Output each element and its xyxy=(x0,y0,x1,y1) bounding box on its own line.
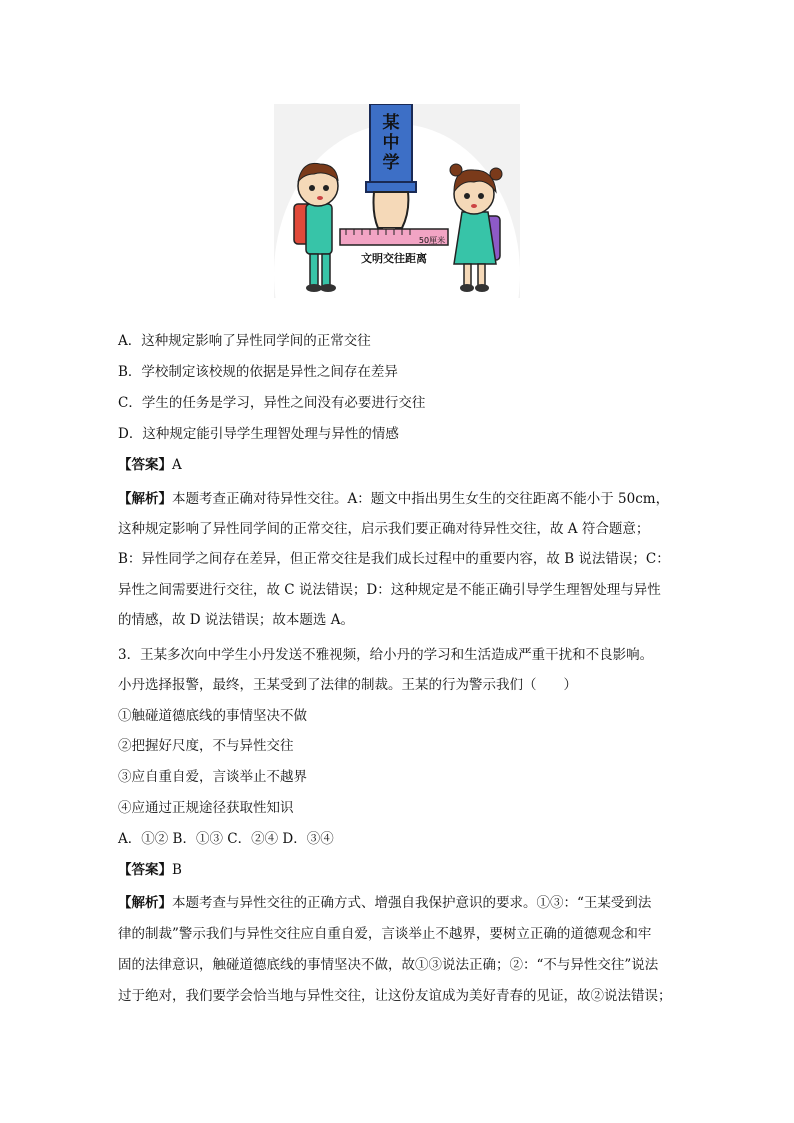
option-a: A．这种规定影响了异性同学间的正常交往 xyxy=(118,333,371,349)
banner-char-1: 某 xyxy=(382,113,400,133)
answer-value: A xyxy=(172,457,182,473)
analysis-q2-line-5: 的情感，故 D 说法错误；故本题选 A。 xyxy=(118,612,354,628)
q3-stem-line-1: 3．王某多次向中学生小丹发送不雅视频，给小丹的学习和生活造成严重干扰和不良影响。 xyxy=(118,647,654,663)
q3-statement-4: ④应通过正规途径获取性知识 xyxy=(118,800,294,816)
answer-label: 【答案】 xyxy=(118,862,172,878)
analysis-q3-line-2: 律的制裁”警示我们与异性交往应自重自爱，言谈举止不越界，要树立正确的道德观念和牢 xyxy=(118,926,652,942)
analysis-label: 【解析】 xyxy=(118,491,172,507)
banner-char-2: 中 xyxy=(382,133,400,153)
option-c: C．学生的任务是学习，异性之间没有必要进行交往 xyxy=(118,395,426,411)
analysis-q2-line-1: 【解析】本题考查正确对待异性交往。A：题文中指出男生女生的交往距离不能小于 50cm， xyxy=(118,491,670,507)
option-b: B．学校制定该校规的依据是异性之间存在差异 xyxy=(118,364,398,380)
analysis-q2-line-4: 异性之间需要进行交往，故 C 说法错误；D：这种规定是不能正确引导学生理智处理与异性 xyxy=(118,582,661,598)
analysis-q3-line-3: 固的法律意识，触碰道德底线的事情坚决不做，故①③说法正确；②：“不与异性交往”说法 xyxy=(118,957,659,973)
answer-value: B xyxy=(172,862,182,878)
q3-statement-1: ①触碰道德底线的事情坚决不做 xyxy=(118,708,307,724)
analysis-q3-line-4: 过于绝对，我们要学会恰当地与异性交往，让这份友谊成为美好青春的见证，故②说法错误； xyxy=(118,988,672,1004)
q3-stem-line-2: 小丹选择报警，最终，王某受到了法律的制裁。王某的行为警示我们（ ） xyxy=(118,677,577,693)
cartoon-illustration xyxy=(274,104,520,298)
analysis-q2-line-2: 这种规定影响了异性同学间的正常交往，启示我们要正确对待异性交往，故 A 符合题意； xyxy=(118,521,650,537)
q3-statement-3: ③应自重自爱，言谈举止不越界 xyxy=(118,769,307,785)
analysis-q3-line-1: 【解析】本题考查与异性交往的正确方式、增强自我保护意识的要求。①③：“王某受到法 xyxy=(118,895,652,911)
answer-q2 xyxy=(118,455,182,475)
q3-statement-2: ②把握好尺度，不与异性交往 xyxy=(118,738,294,754)
banner-char-3: 学 xyxy=(382,153,400,173)
q3-choices: A．①② B．①③ C．②④ D．③④ xyxy=(118,831,334,847)
analysis-q2-line-3: B：异性同学之间存在差异，但正常交往是我们成长过程中的重要内容，故 B 说法错误；C： xyxy=(118,551,670,567)
ruler-label: 50厘米 xyxy=(418,236,446,245)
analysis-label: 【解析】 xyxy=(118,895,172,911)
answer-label: 【答案】 xyxy=(118,457,172,473)
illustration-caption: 文明交往距离 xyxy=(361,252,427,265)
option-d: D．这种规定能引导学生理智处理与异性的情感 xyxy=(118,426,399,442)
answer-q3 xyxy=(118,860,182,880)
